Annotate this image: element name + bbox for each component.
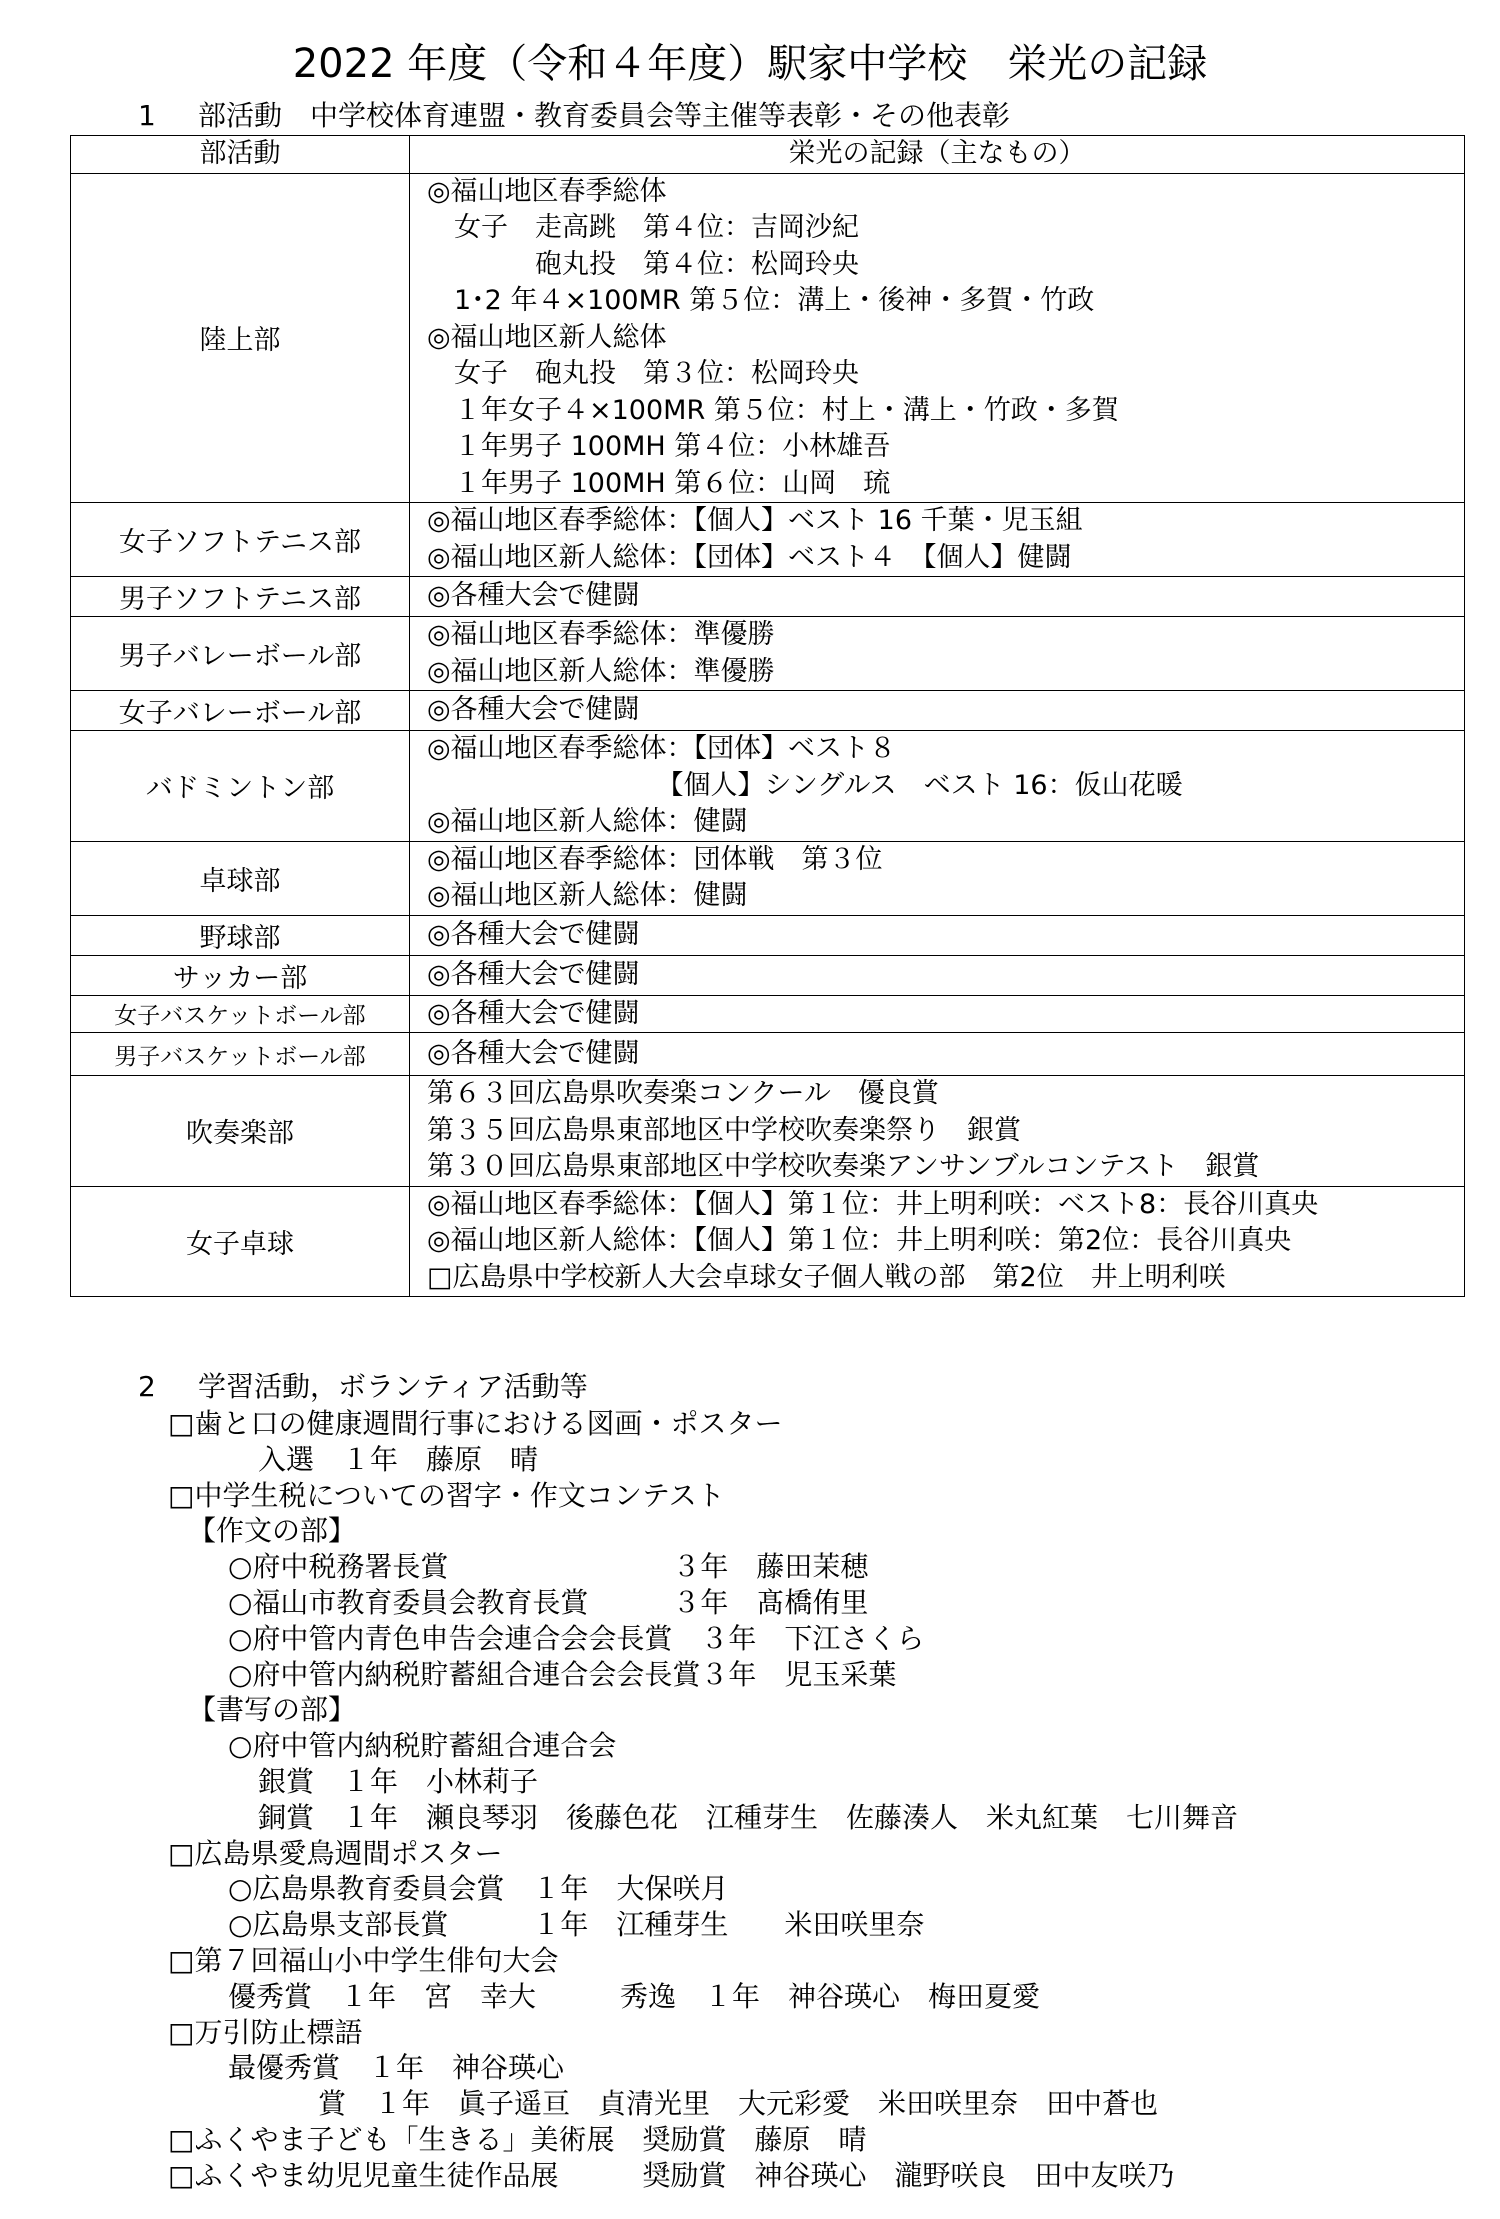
records-table: [70, 135, 1465, 1297]
section-2-header: [138, 1368, 1238, 1406]
club-name: 吹奏楽部: [71, 1076, 410, 1187]
table-row: [71, 915, 1465, 955]
section-2: [138, 1368, 1238, 2194]
list-item: 最優秀賞 １年 神谷瑛心: [228, 2051, 565, 2085]
club-records: ◎福山地区春季総体：【個人】第１位：井上明利咲：ベスト8：長谷川真央 ◎福山地区新人総体：【個人】第１位：井上明利咲：第2位：長谷川真央 □広島県中学校新人大会卓球女子個人戦の部 第2位 井上明利咲: [410, 1186, 1465, 1297]
table-row: [71, 995, 1465, 1033]
list-item: ○府中管内納税貯蓄組合連合会会長賞３年 児玉采葉: [228, 1657, 897, 1691]
club-records: ◎各種大会で健闘: [410, 915, 1465, 955]
section-2-number: 2: [138, 1370, 156, 1403]
list-item: 銀賞 １年 小林莉子: [258, 1764, 539, 1798]
list-item: ○福山市教育委員会教育長賞 ３年 髙橋侑里: [228, 1585, 869, 1619]
club-name: サッカー部: [71, 955, 410, 995]
club-records: ◎各種大会で健闘: [410, 691, 1465, 731]
table-row: [71, 841, 1465, 915]
list-item: 銅賞 １年 瀬良琴羽 後藤色花 江種芽生 佐藤湊人 米丸紅葉 七川舞音: [258, 1800, 1239, 1834]
club-name: 卓球部: [71, 841, 410, 915]
table-row: [71, 691, 1465, 731]
list-item: □万引防止標語: [168, 2015, 363, 2049]
section-2-heading: 学習活動，ボランティア活動等: [198, 1370, 588, 1403]
list-item: □ふくやま子ども「生きる」美術展 奨励賞 藤原 晴: [168, 2122, 867, 2156]
club-records: ◎福山地区春季総体：【団体】ベスト８ 【個人】シングルス ベスト 16：仮山花暖 ◎福山地区新人総体：健闘: [410, 731, 1465, 842]
club-name: 女子バスケットボール部: [71, 995, 410, 1033]
list-item: 優秀賞 １年 宮 幸大 秀逸 １年 神谷瑛心 梅田夏愛: [228, 1979, 1041, 2013]
table-row: [71, 617, 1465, 691]
club-records: 第６３回広島県吹奏楽コンクール 優良賞 第３５回広島県東部地区中学校吹奏楽祭り 銀賞 第３０回広島県東部地区中学校吹奏楽アンサンブルコンテスト 銀賞: [410, 1076, 1465, 1187]
club-name: 野球部: [71, 915, 410, 955]
club-name: 男子バスケットボール部: [71, 1033, 410, 1076]
page-title: 2022 年度（令和４年度）駅家中学校 栄光の記録: [292, 41, 1208, 87]
club-records: ◎福山地区春季総体：団体戦 第３位 ◎福山地区新人総体：健闘: [410, 841, 1465, 915]
club-name: 女子卓球: [71, 1186, 410, 1297]
list-item: 賞 １年 眞子遥亘 貞清光里 大元彩愛 米田咲里奈 田中蒼也: [318, 2087, 1159, 2121]
table-row: [71, 577, 1465, 617]
header-club: 部活動: [71, 136, 410, 174]
table-header-row: [71, 136, 1465, 174]
list-item: 入選 １年 藤原 晴: [258, 1442, 539, 1476]
table-row: [71, 955, 1465, 995]
header-record: 栄光の記録（主なもの）: [410, 136, 1465, 174]
club-records: ◎福山地区春季総体 女子 走高跳 第４位：吉岡沙紀 砲丸投 第４位：松岡玲央 1･2 年４×100MR 第５位：溝上・後神・多賀・竹政 ◎福山地区新人総体 女子 砲丸投 第３位：松岡玲央 １年女子４×100MR 第５位：村上・溝上・竹政・多賀 １年男子 100MH 第４位：小林雄吾 １年男子 100MH 第６位：山岡 琉: [410, 173, 1465, 503]
list-item: 【作文の部】: [188, 1514, 357, 1548]
club-records: ◎福山地区春季総体：【個人】ベスト 16 千葉・児玉組 ◎福山地区新人総体：【団体】ベスト４ 【個人】健闘: [410, 503, 1465, 577]
list-item: ○府中管内納税貯蓄組合連合会: [228, 1729, 617, 1763]
club-name: 女子ソフトテニス部: [71, 503, 410, 577]
section-1-header: [138, 98, 1010, 134]
list-item: □広島県愛鳥週間ポスター: [168, 1836, 503, 1870]
list-item: □歯と口の健康週間行事における図画・ポスター: [168, 1407, 783, 1440]
club-records: ◎各種大会で健闘: [410, 955, 1465, 995]
list-item: ○府中管内青色申告会連合会会長賞 ３年 下江さくら: [228, 1621, 925, 1655]
table-row: [71, 731, 1465, 842]
table-row: [71, 173, 1465, 503]
list-item: ○広島県支部長賞 １年 江種芽生 米田咲里奈: [228, 1908, 925, 1942]
club-records: ◎各種大会で健闘: [410, 995, 1465, 1033]
club-name: 男子バレーボール部: [71, 617, 410, 691]
list-item: ○広島県教育委員会賞 １年 大保咲月: [228, 1872, 729, 1906]
club-records: ◎各種大会で健闘: [410, 1033, 1465, 1076]
club-records: ◎福山地区春季総体：準優勝 ◎福山地区新人総体：準優勝: [410, 617, 1465, 691]
list-item: □中学生税についての習字・作文コンテスト: [168, 1478, 725, 1512]
section-1-heading: 部活動: [198, 99, 283, 132]
table-row: [71, 503, 1465, 577]
table-row: [71, 1186, 1465, 1297]
table-row: [71, 1033, 1465, 1076]
club-name: 陸上部: [71, 173, 410, 503]
list-item: ○府中税務署長賞 ３年 藤田茉穂: [228, 1550, 869, 1584]
section-1-number: 1: [138, 99, 156, 132]
club-name: 女子バレーボール部: [71, 691, 410, 731]
list-item: □第７回福山小中学生俳句大会: [168, 1943, 559, 1977]
club-name: 男子ソフトテニス部: [71, 577, 410, 617]
table-row: [71, 1076, 1465, 1187]
section-1-subheading: 中学校体育連盟・教育委員会等主催等表彰・その他表彰: [310, 99, 1011, 132]
list-item: □ふくやま幼児児童生徒作品展 奨励賞 神谷瑛心 瀧野咲良 田中友咲乃: [168, 2158, 1175, 2192]
club-name: バドミントン部: [71, 731, 410, 842]
club-records: ◎各種大会で健闘: [410, 577, 1465, 617]
list-item: 【書写の部】: [188, 1693, 357, 1727]
